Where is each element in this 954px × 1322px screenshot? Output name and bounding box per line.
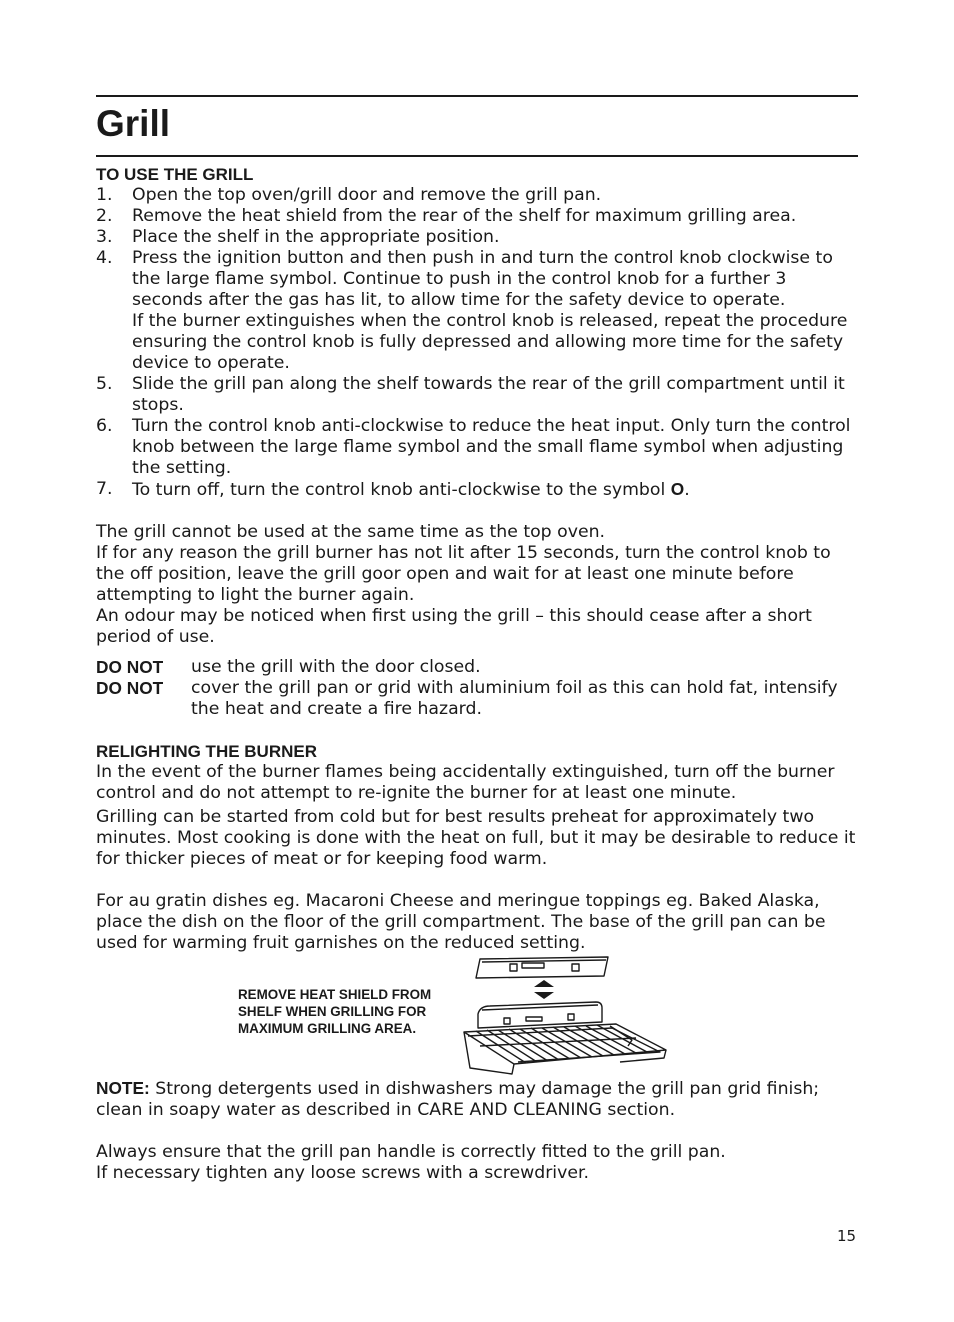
page-title: Grill xyxy=(96,103,171,144)
warning-row xyxy=(96,678,862,720)
step-text-end: . xyxy=(684,480,690,500)
step-text: Turn the control knob anti-clockwise to reduce the heat input. Only turn the control knob between the large flame symbol and the small flame symbol when adjusting the setting. xyxy=(132,416,851,478)
step-number: 3. xyxy=(96,227,113,247)
heat-shield-drawing xyxy=(476,957,608,978)
warning-text: cover the grill pan or grid with aluminium foil as this can hold fat, intensify the heat and create a fire hazard. xyxy=(191,678,838,719)
paragraph: In the event of the burner flames being accidentally extinguished, turn off the burner control and do not attempt to re-ignite the burner for at least one minute. xyxy=(96,762,835,803)
top-rule xyxy=(96,95,858,97)
step-number: 1. xyxy=(96,185,113,205)
note-paragraph xyxy=(96,1078,862,1121)
section-heading-to-use-the-grill: TO USE THE GRILL xyxy=(96,165,254,184)
step-number: 5. xyxy=(96,374,113,394)
paragraph: The grill cannot be used at the same time as the top oven. xyxy=(96,522,606,542)
list-item xyxy=(96,374,862,416)
paragraph: If necessary tighten any loose screws with a screwdriver. xyxy=(96,1163,589,1183)
warning-label: DO NOT xyxy=(96,657,164,677)
list-item xyxy=(96,206,862,227)
section-heading-relighting-the-burner: RELIGHTING THE BURNER xyxy=(96,742,317,761)
step-text: Remove the heat shield from the rear of the shelf for maximum grilling area. xyxy=(132,206,797,226)
list-item xyxy=(96,227,862,248)
page-content xyxy=(96,164,862,1184)
step-text: Press the ignition button and then push in and turn the control knob clockwise to the large flame symbol. Continue to push in the control knob for a further 3 seconds after the gas has lit, to allow time for the safety device to operate. xyxy=(132,248,833,310)
list-item xyxy=(96,185,862,206)
step-text: Slide the grill pan along the shelf towards the rear of the grill compartment until it stops. xyxy=(132,374,845,415)
shelf-grid-drawing xyxy=(464,1024,666,1074)
step-extra-text: If the burner extinguishes when the control knob is released, repeat the procedure ensuring the control knob is fully depressed and allowing more time for the safety device to operate. xyxy=(132,311,848,373)
figure-caption: REMOVE HEAT SHIELD FROM SHELF WHEN GRILLING FOR MAXIMUM GRILLING AREA. xyxy=(238,987,432,1036)
step-number: 4. xyxy=(96,248,113,268)
step-text: Place the shelf in the appropriate position. xyxy=(132,227,500,247)
title-underline-rule xyxy=(96,155,858,157)
step-number: 6. xyxy=(96,416,113,436)
paragraph: If for any reason the grill burner has not lit after 15 seconds, turn the control knob to the off position, leave the grill goor open and wait for at least one minute before attempting to light the burner again. xyxy=(96,543,831,605)
page-number: 15 xyxy=(837,1227,857,1245)
paragraph: Always ensure that the grill pan handle is correctly fitted to the grill pan. xyxy=(96,1142,726,1162)
up-down-arrow-icon xyxy=(534,980,554,999)
paragraph: Grilling can be started from cold but for best results preheat for approximately two minutes. Most cooking is done with the heat on full, but it may be desirable to reduce it for thicker pieces of meat or for keeping food warm. xyxy=(96,807,856,869)
paragraph: An odour may be noticed when first using the grill – this should cease after a short period of use. xyxy=(96,606,812,647)
note-label: NOTE: xyxy=(96,1078,150,1098)
warning-row xyxy=(96,657,862,678)
step-number: 7. xyxy=(96,479,113,499)
list-item xyxy=(96,479,862,501)
step-number: 2. xyxy=(96,206,113,226)
step-text: Open the top oven/grill door and remove the grill pan. xyxy=(132,185,602,205)
shelf-back-plate xyxy=(478,1002,602,1028)
list-item xyxy=(96,416,862,479)
step-text: To turn off, turn the control knob anti-clockwise to the symbol xyxy=(132,480,671,500)
off-symbol: O xyxy=(670,479,685,499)
paragraph: For au gratin dishes eg. Macaroni Cheese and meringue toppings eg. Baked Alaska, place the dish on the floor of the grill compartment. The base of the grill pan can be used for warming fruit garnishes on the reduced setting. xyxy=(96,891,826,953)
note-text: Strong detergents used in dishwashers may damage the grill pan grid finish; clean in soapy water as described in CARE AND CLEANING section. xyxy=(96,1079,820,1120)
grill-shelf-illustration xyxy=(460,954,672,1076)
grill-steps-list xyxy=(96,185,862,501)
warning-label: DO NOT xyxy=(96,678,164,698)
warning-text: use the grill with the door closed. xyxy=(191,657,481,677)
list-item xyxy=(96,248,862,374)
heat-shield-figure xyxy=(96,954,862,1078)
